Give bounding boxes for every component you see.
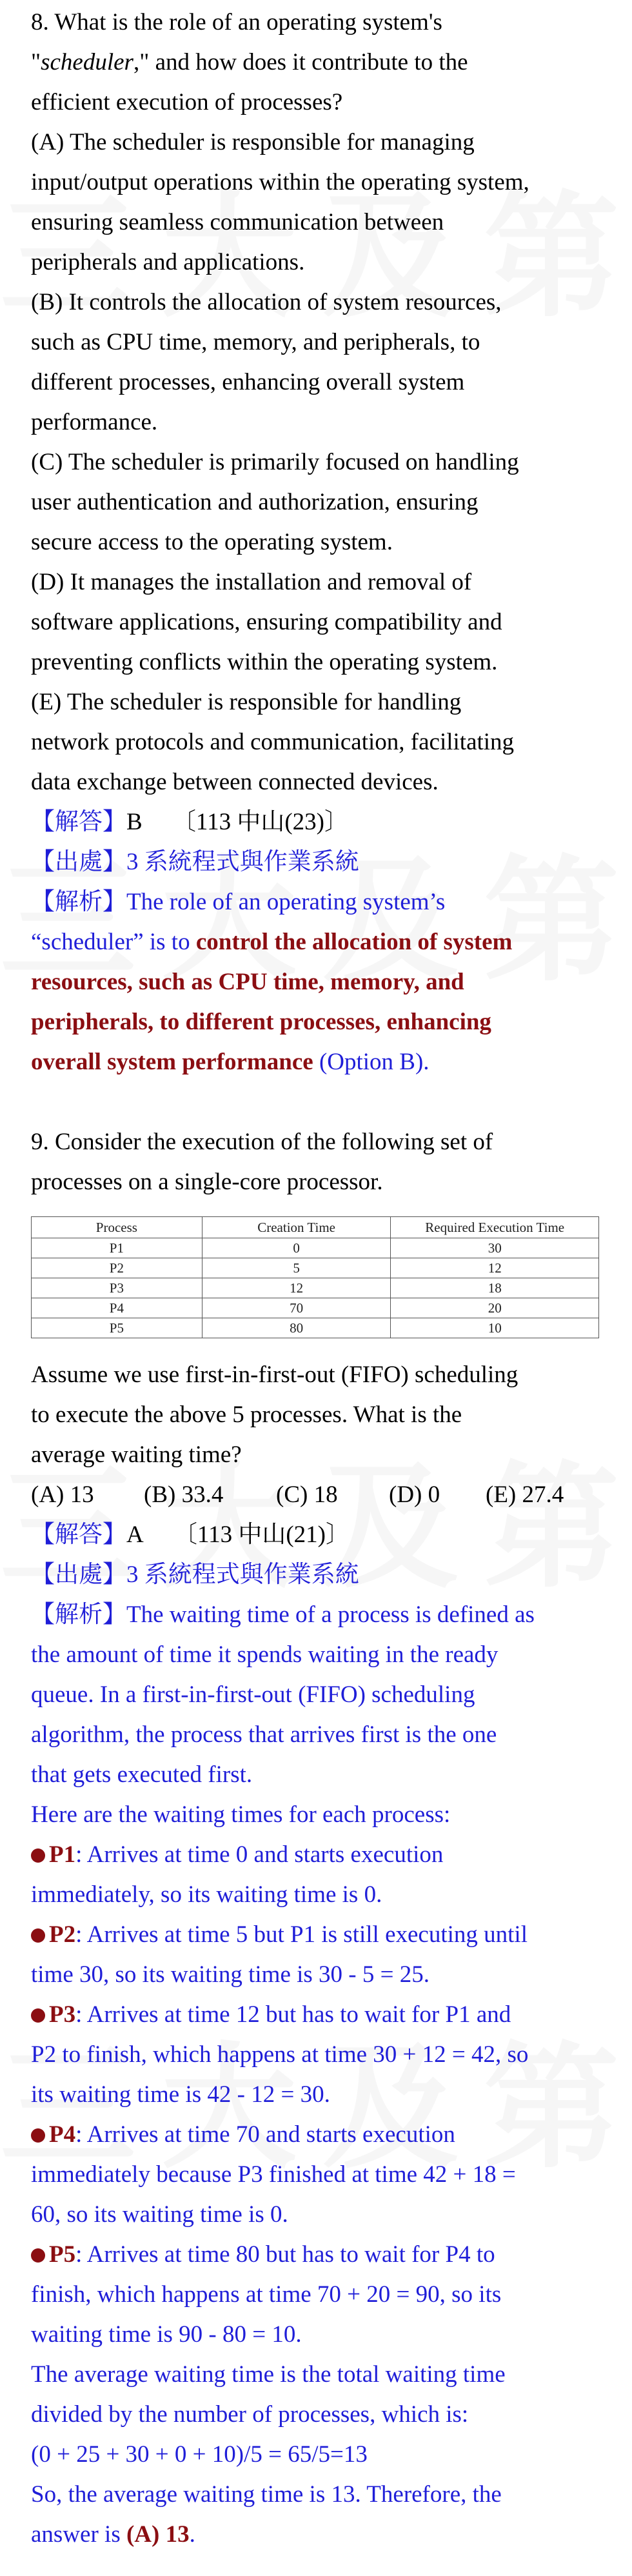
summary-line: So, the average waiting time is 13. Therefore, the — [31, 2481, 502, 2508]
table-cell: P2 — [32, 1258, 202, 1278]
table-cell: 12 — [391, 1258, 599, 1278]
option-a — [31, 123, 618, 282]
page-content — [31, 3, 618, 2555]
answer-line — [31, 802, 618, 842]
explanation-line: that gets executed first. — [31, 1761, 253, 1788]
question-text: efficient execution of processes? — [31, 89, 343, 115]
table-cell: 18 — [391, 1278, 599, 1298]
table-cell: 12 — [202, 1278, 391, 1298]
answer-ref: 〔113 中山(23)〕 — [172, 809, 348, 835]
explanation-line: queue. In a first-in-first-out (FIFO) scheduling — [31, 1681, 475, 1708]
table-cell: 5 — [202, 1258, 391, 1278]
question-text: processes on a single-core processor. — [31, 1169, 383, 1195]
explain-tag: 【解析】 — [31, 889, 126, 915]
source-line — [31, 1555, 618, 1595]
question-text: 8. What is the role of an operating system's — [31, 9, 442, 35]
option-a: (A) 13 — [31, 1481, 94, 1508]
final-answer-line: answer is (A) 13. — [31, 2521, 195, 2548]
explanation-line: peripherals, to different processes, enhancing — [31, 1009, 491, 1035]
option-text: performance. — [31, 409, 158, 435]
explanation-line: 【解析】The role of an operating system’s — [31, 889, 446, 915]
option-b — [31, 282, 618, 442]
final-answer: (A) 13 — [126, 2521, 190, 2548]
option-text: different processes, enhancing overall system — [31, 369, 465, 395]
bullet-dot-icon — [31, 1848, 45, 1863]
bullet-p5: P5: Arrives at time 80 but has to wait for P4 to finish, which happens at time 70 + 20 = 90, so its waiting time is 90 - 80 = 10. — [31, 2241, 502, 2348]
explanation-line: 【解析】The waiting time of a process is defined as — [31, 1601, 535, 1628]
answer-ref: 〔113 中山(21)〕 — [173, 1521, 350, 1548]
table-cell: P1 — [32, 1238, 202, 1258]
option-text: network protocols and communication, facilitating — [31, 729, 515, 755]
answer-line — [31, 1515, 618, 1555]
question-text: Assume we use first-in-first-out (FIFO) scheduling — [31, 1362, 518, 1388]
process-table-wrap — [31, 1216, 618, 1338]
option-text: software applications, ensuring compatibility and — [31, 609, 502, 635]
table-row — [32, 1258, 599, 1278]
option-text: (D) It manages the installation and removal of — [31, 569, 472, 595]
summary-line: divided by the number of processes, which is: — [31, 2401, 469, 2428]
table-cell: P4 — [32, 1298, 202, 1318]
option-c: (C) 18 — [276, 1481, 338, 1508]
table-header-row — [32, 1217, 599, 1238]
explanation-line: “scheduler” is to control the allocation of system — [31, 929, 513, 955]
option-c — [31, 442, 618, 562]
source-value: 3 系統程式與作業系統 — [126, 1561, 359, 1588]
answer-value: B — [126, 809, 143, 835]
table-cell: P3 — [32, 1278, 202, 1298]
column-header: Process — [32, 1217, 202, 1238]
table-row — [32, 1238, 599, 1258]
answer-tag: 【解答】 — [31, 809, 126, 835]
bullet-p4: P4: Arrives at time 70 and starts execution immediately because P3 finished at time 42 + 18 = 60, so its waiting time is 0. — [31, 2121, 516, 2228]
option-text: ensuring seamless communication between — [31, 209, 444, 235]
option-text: peripherals and applications. — [31, 249, 305, 275]
source-line — [31, 842, 618, 882]
table-cell: 20 — [391, 1298, 599, 1318]
source-tag: 【出處】 — [31, 849, 126, 875]
option-e — [31, 682, 618, 802]
table-cell: 70 — [202, 1298, 391, 1318]
option-text: (C) The scheduler is primarily focused on handling — [31, 449, 519, 475]
source-tag: 【出處】 — [31, 1561, 126, 1588]
summary-line: The average waiting time is the total waiting time — [31, 2361, 506, 2388]
question-9 — [31, 1122, 618, 2555]
option-text: data exchange between connected devices. — [31, 769, 439, 795]
option-text: such as CPU time, memory, and peripherals, to — [31, 329, 480, 355]
table-row — [32, 1298, 599, 1318]
table-row — [32, 1318, 599, 1338]
bullet-p3: P3: Arrives at time 12 but has to wait for P1 and P2 to finish, which happens at time 30 + 12 = 42, so its waiting time is 42 - 12 = 30. — [31, 2001, 529, 2108]
option-text: (E) The scheduler is responsible for handling — [31, 689, 462, 715]
explanation-line: overall system performance (Option B). — [31, 1049, 430, 1075]
option-d — [31, 562, 618, 682]
option-text: preventing conflicts within the operating system. — [31, 649, 498, 675]
option-d: (D) 0 — [389, 1481, 440, 1508]
table-row — [32, 1278, 599, 1298]
column-header: Creation Time — [202, 1217, 391, 1238]
option-e: (E) 27.4 — [486, 1481, 564, 1508]
question-text: average waiting time? — [31, 1442, 242, 1468]
option-text: user authentication and authorization, ensuring — [31, 489, 479, 515]
question-text: "scheduler," and how does it contribute to the — [31, 49, 468, 75]
bullet-dot-icon — [31, 1928, 45, 1943]
explanation-line: resources, such as CPU time, memory, and — [31, 969, 464, 995]
option-text: (B) It controls the allocation of system resources, — [31, 289, 502, 315]
option-b: (B) 33.4 — [144, 1481, 224, 1508]
table-cell: 80 — [202, 1318, 391, 1338]
column-header: Required Execution Time — [391, 1217, 599, 1238]
process-table — [31, 1216, 599, 1338]
summary-line: (0 + 25 + 30 + 0 + 10)/5 = 65/5=13 — [31, 2441, 368, 2468]
option-text: secure access to the operating system. — [31, 529, 393, 555]
table-cell: P5 — [32, 1318, 202, 1338]
bullet-dot-icon — [31, 2008, 45, 2023]
option-text: (A) The scheduler is responsible for managing — [31, 129, 475, 155]
explain-tag: 【解析】 — [31, 1601, 126, 1628]
question-8 — [31, 3, 618, 1082]
table-cell: 30 — [391, 1238, 599, 1258]
bullet-p2: P2: Arrives at time 5 but P1 is still executing until time 30, so its waiting time is 30 - 5 = 25. — [31, 1921, 528, 1988]
table-cell: 10 — [391, 1318, 599, 1338]
bullet-dot-icon — [31, 2128, 45, 2143]
explanation-line: Here are the waiting times for each process: — [31, 1801, 451, 1828]
bullet-dot-icon — [31, 2248, 45, 2263]
explanation-line: algorithm, the process that arrives first is the one — [31, 1721, 497, 1748]
bullet-p1: P1: Arrives at time 0 and starts execution immediately, so its waiting time is 0. — [31, 1841, 444, 1908]
option-text: input/output operations within the operating system, — [31, 169, 529, 195]
answer-tag: 【解答】 — [31, 1521, 126, 1548]
question-text: 9. Consider the execution of the following set of — [31, 1129, 493, 1155]
options-row — [31, 1475, 618, 1515]
explanation-line: the amount of time it spends waiting in the ready — [31, 1641, 499, 1668]
answer-value: A — [126, 1521, 144, 1548]
question-text: to execute the above 5 processes. What is the — [31, 1402, 462, 1428]
table-cell: 0 — [202, 1238, 391, 1258]
source-value: 3 系統程式與作業系統 — [126, 849, 359, 875]
